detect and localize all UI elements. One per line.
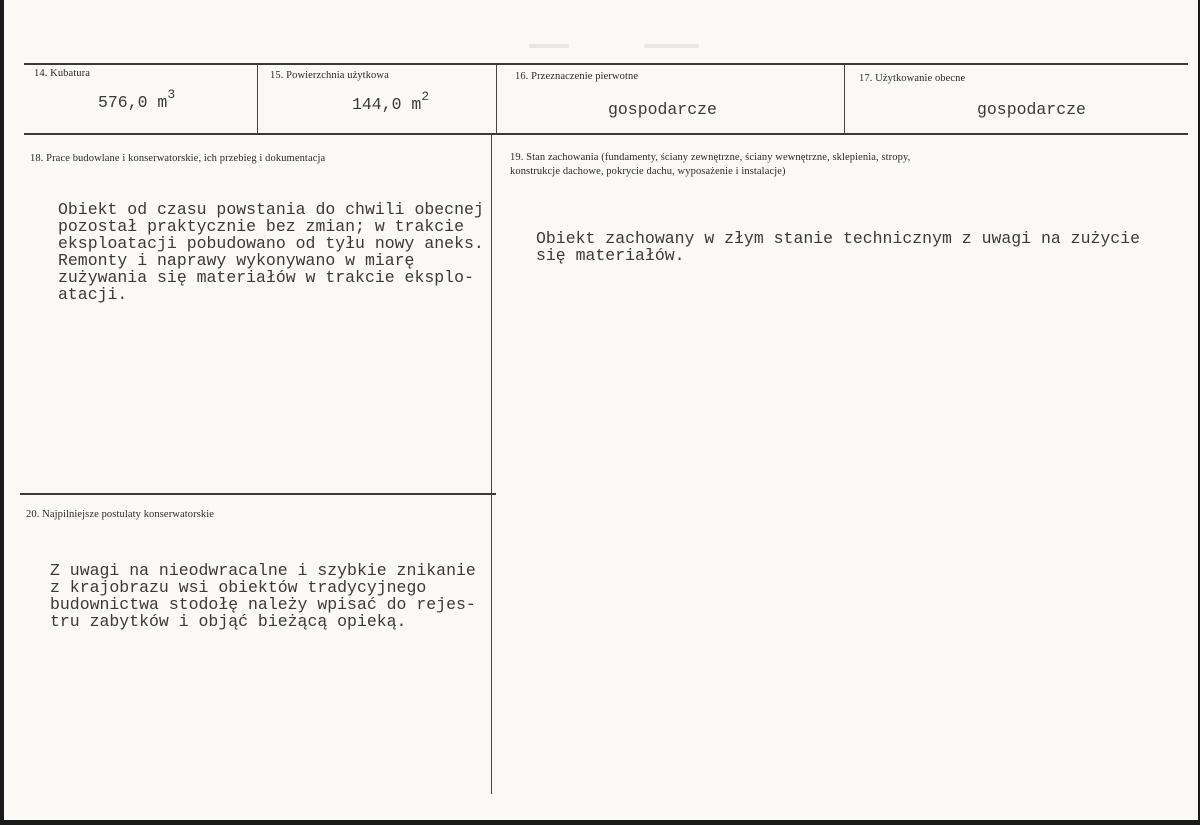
field-16-value: gospodarcze: [608, 100, 717, 119]
field-18-text: Obiekt od czasu powstania do chwili obecnej pozostał praktycznie bez zmian; w trakcie eksploatacji pobudowano od tyłu nowy aneks. Remonty i naprawy wykonywano w miarę zużywania się materiałów w trakcie eksplo- atacji.: [58, 200, 484, 304]
rule-section20: [20, 493, 496, 495]
field-17-value: gospodarcze: [977, 100, 1086, 119]
scan-mark: [644, 44, 699, 48]
field-19-label-line2: konstrukcje dachowe, pokrycie dachu, wyposażenie i instalacje): [510, 166, 786, 177]
field-19-label-line1: 19. Stan zachowania (fundamenty, ściany zewnętrzne, ściany wewnętrzne, sklepienia, stropy,: [510, 152, 911, 163]
divider-15-16: [496, 64, 497, 134]
field-14-unit-exponent: 3: [167, 87, 176, 102]
field-18-label: 18. Prace budowlane i konserwatorskie, ich przebieg i dokumentacja: [30, 153, 326, 164]
rule-top: [24, 63, 1188, 65]
field-15-value: [352, 89, 430, 114]
form-sheet: [4, 0, 1198, 820]
scan-mark: [529, 44, 569, 48]
field-16-label: 16. Przeznaczenie pierwotne: [515, 71, 639, 82]
field-14-number: 576,0 m: [98, 93, 168, 112]
field-15-number: 144,0 m: [352, 95, 422, 114]
field-19-text: Obiekt zachowany w złym stanie technicznym z uwagi na zużycie się materiałów.: [536, 229, 1140, 265]
divider-left-right: [491, 134, 492, 794]
field-14-value: [98, 87, 176, 112]
rule-row2: [24, 133, 1188, 135]
field-20-label: 20. Najpilniejsze postulaty konserwatorskie: [26, 509, 215, 520]
field-15-label: 15. Powierzchnia użytkowa: [270, 70, 389, 81]
divider-14-15: [257, 64, 258, 134]
field-14-label: 14. Kubatura: [34, 68, 91, 79]
field-15-unit-exponent: 2: [421, 89, 430, 104]
divider-16-17: [844, 64, 845, 134]
field-17-label: 17. Użytkowanie obecne: [859, 73, 966, 84]
field-20-text: Z uwagi na nieodwracalne i szybkie znikanie z krajobrazu wsi obiektów tradycyjnego budownictwa stodołę należy wpisać do rejes- tru zabytków i objąć bieżącą opieką.: [50, 561, 476, 631]
